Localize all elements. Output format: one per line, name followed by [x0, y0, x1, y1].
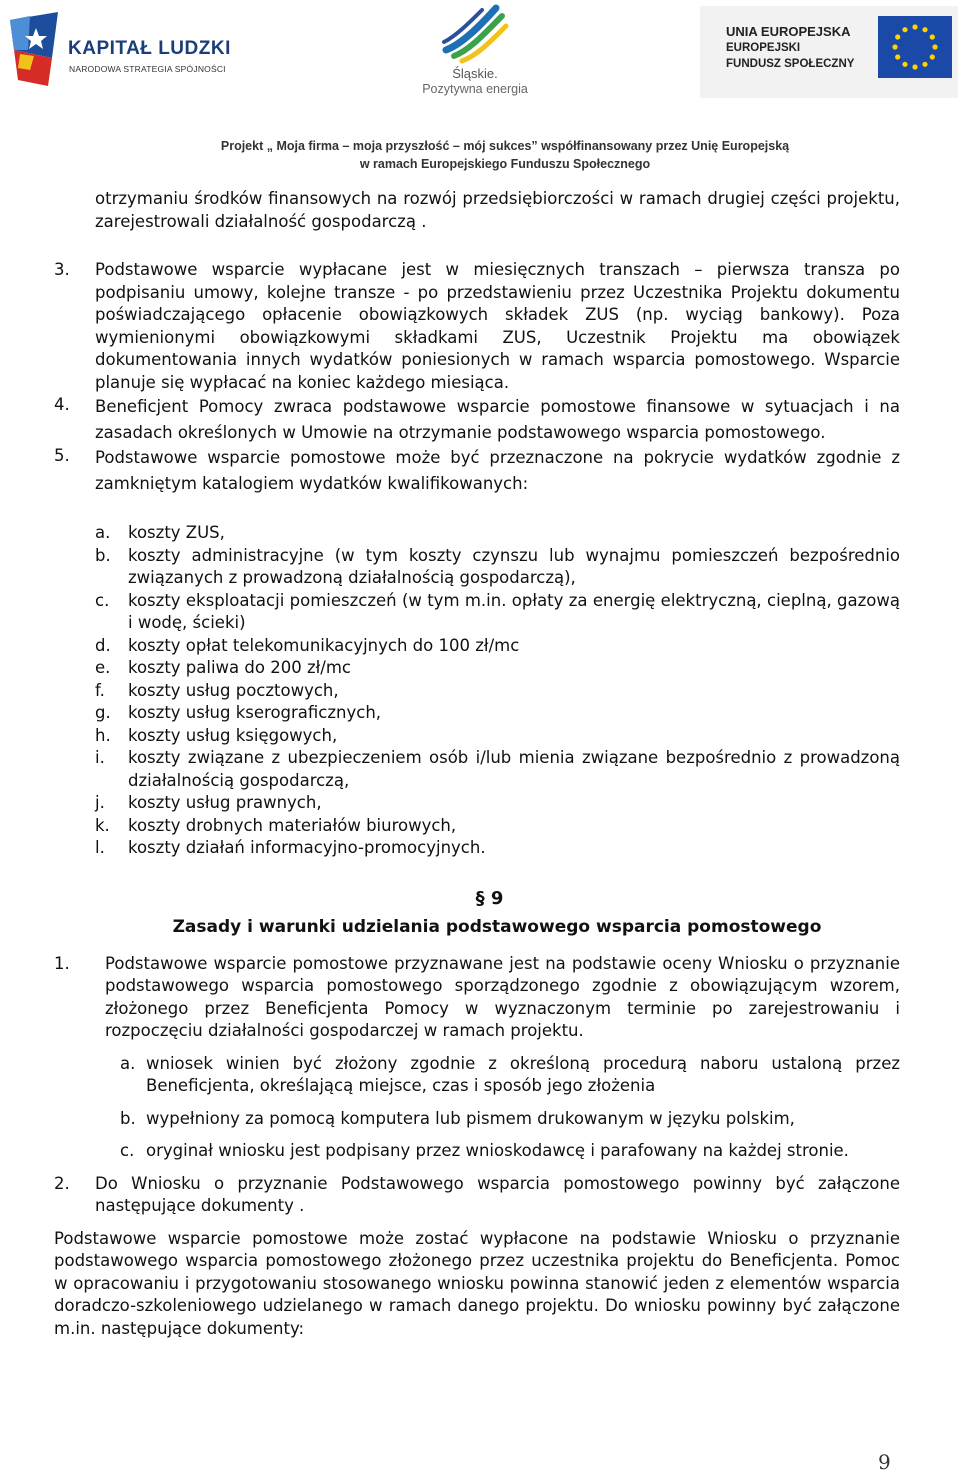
- eu-text: [726, 24, 854, 72]
- expense-text: koszty ZUS,: [128, 523, 225, 542]
- requirement-item: [120, 1108, 900, 1131]
- expense-letter: k.: [95, 815, 110, 835]
- expense-letter: f.: [95, 680, 105, 700]
- expenses-list: [54, 522, 900, 860]
- section-item-2: [54, 1173, 900, 1218]
- expense-item: [95, 590, 900, 635]
- item-number: 2.: [54, 1173, 70, 1193]
- item-text: Podstawowe wsparcie wypłacane jest w miesięcznych transzach – pierwsza transza po podpisaniu umowy, kolejne transze - po przedstawieniu przez Uczestnika Projektu dokumentu poświadczającego opłacenie obowiązkowych składek ZUS (np. wyciąg bankowy). Poza wymienionymi obowiązkowymi składkami ZUS, Uczestnik Projektu ma obowiązek dokumentowania innych wydatków poniesionych w ramach wsparcia pomostowego. Wsparcie planuje się wypłacać na koniec każdego miesiąca.: [95, 260, 900, 392]
- continuation-paragraph: otrzymaniu środków finansowych na rozwój przedsiębiorczości w ramach drugiej części projektu, zarejestrowali działalność gospodarczą .: [95, 189, 900, 231]
- expense-text: koszty usług kserograficznych,: [128, 703, 382, 722]
- expense-letter: b.: [95, 545, 111, 565]
- requirement-item: [120, 1140, 900, 1163]
- application-requirements: [54, 1053, 900, 1163]
- item-text: Podstawowe wsparcie pomostowe może być przeznaczone na pokrycie wydatków zgodnie z zamkniętym katalogiem wydatków kwalifikowanych:: [95, 448, 900, 493]
- kapital-ludzki-subtitle: NARODOWA STRATEGIA SPÓJNOŚCI: [69, 64, 226, 74]
- expense-letter: j.: [95, 793, 105, 812]
- list-item-4: [54, 394, 900, 445]
- expense-item: [95, 815, 900, 838]
- expense-item: [95, 657, 900, 680]
- expense-text: koszty eksploatacji pomieszczeń (w tym m.in. opłaty za energię elektryczną, cieplną, gazową i wodę, ścieki): [128, 590, 900, 632]
- expense-item: [95, 792, 900, 815]
- expense-item: [95, 680, 900, 703]
- list-item-3: [54, 259, 900, 394]
- expense-item: [95, 702, 900, 725]
- slaskie-emblem-icon: [440, 4, 510, 64]
- item-number: 4.: [54, 395, 70, 414]
- eu-line-2: EUROPEJSKI: [726, 42, 801, 54]
- expense-text: koszty związane z ubezpieczeniem osób i/lub mienia związane bezpośrednio z prowadzoną działalnością gospodarczą,: [128, 748, 900, 790]
- requirement-item: [120, 1053, 900, 1098]
- kapital-ludzki-logo: [4, 8, 244, 92]
- eu-logo: [700, 6, 958, 98]
- expense-text: koszty usług prawnych,: [128, 793, 322, 812]
- project-caption: [0, 137, 960, 173]
- project-line-2: w ramach Europejskiego Funduszu Społecznego: [359, 157, 651, 171]
- expense-letter: e.: [95, 658, 111, 677]
- item-text: Do Wniosku o przyznanie Podstawowego wsparcia pomostowego powinny być załączone następujące dokumenty .: [95, 1173, 900, 1215]
- expense-item: [95, 725, 900, 748]
- slaskie-name: Śląskie.: [452, 66, 498, 81]
- section-title: Zasady i warunki udzielania podstawowego wsparcia pomostowego: [172, 917, 822, 937]
- item-number: 3.: [54, 260, 70, 279]
- item-text: Podstawowe wsparcie pomostowe przyznawane jest na podstawie oceny Wniosku o przyznanie podstawowego wsparcia pomostowego sporządzonego zgodnie z obowiązującym wzorem, złożonego przez Beneficjenta Pomocy w wyznaczonym terminie po zarejestrowaniu i rozpoczęciu działalności gospodarczej w ramach projektu.: [105, 953, 900, 1040]
- expense-text: koszty usług księgowych,: [128, 725, 338, 745]
- requirement-letter: c.: [120, 1141, 135, 1160]
- kapital-ludzki-emblem-icon: [8, 10, 62, 88]
- expense-text: koszty administracyjne (w tym koszty czynszu lub wynajmu pomieszczeń bezpośrednio związanych z prowadzoną działalnością gospodarczą),: [128, 545, 900, 587]
- kapital-ludzki-title: KAPITAŁ LUDZKI: [68, 38, 231, 59]
- item-text: Beneficjent Pomocy zwraca podstawowe wsparcie pomostowe finansowe w sytuacjach i na zasadach określonych w Umowie na otrzymanie podstawowego wsparcia pomostowego.: [95, 397, 900, 442]
- expense-letter: c.: [95, 590, 110, 610]
- slaskie-slogan: Pozytywna energia: [422, 82, 528, 96]
- expense-item: [95, 635, 900, 658]
- requirement-letter: a.: [120, 1053, 136, 1073]
- expense-letter: a.: [95, 523, 111, 542]
- expense-letter: l.: [95, 838, 105, 857]
- eu-flag-icon: [878, 16, 952, 78]
- requirement-letter: b.: [120, 1108, 136, 1128]
- project-line-1: Projekt „ Moja firma – moja przyszłość – mój sukces” współfinansowany przez Unię Europejską: [220, 139, 790, 153]
- eu-line-1: UNIA EUROPEJSKA: [726, 24, 851, 39]
- requirement-text: wypełniony za pomocą komputera lub pismem drukowanym w języku polskim,: [146, 1108, 795, 1128]
- expense-item: [95, 747, 900, 792]
- expense-text: koszty paliwa do 200 zł/mc: [128, 658, 352, 677]
- expense-text: koszty drobnych materiałów biurowych,: [128, 815, 457, 835]
- eu-line-3: FUNDUSZ SPOŁECZNY: [726, 58, 855, 70]
- expense-text: koszty usług pocztowych,: [128, 680, 339, 700]
- section-number: § 9: [475, 887, 504, 909]
- expense-letter: g.: [95, 703, 111, 722]
- expense-letter: h.: [95, 725, 111, 745]
- expense-text: koszty działań informacyjno-promocyjnych.: [128, 838, 486, 857]
- requirement-text: wniosek winien być złożony zgodnie z określoną procedurą naboru ustaloną przez Beneficjenta, określającą miejsce, czas i sposób jego złożenia: [146, 1053, 900, 1095]
- section-item-1: [54, 953, 900, 1043]
- list-item-5: [54, 445, 900, 496]
- item-number: 5.: [54, 446, 70, 465]
- expense-letter: i.: [95, 748, 105, 767]
- requirement-text: oryginał wniosku jest podpisany przez wnioskodawcę i parafowany na każdej stronie.: [146, 1141, 849, 1160]
- document-body: [54, 188, 900, 1340]
- page-header: [0, 0, 960, 178]
- expense-item: [95, 545, 900, 590]
- expense-letter: d.: [95, 635, 111, 655]
- page-number: 9: [878, 1450, 891, 1474]
- item-number: 1.: [54, 953, 70, 973]
- expense-text: koszty opłat telekomunikacyjnych do 100 zł/mc: [128, 635, 520, 655]
- expense-item: [95, 837, 900, 860]
- expense-item: [95, 522, 900, 545]
- slaskie-logo: [400, 4, 550, 100]
- closing-paragraph: Podstawowe wsparcie pomostowe może zostać wypłacone na podstawie Wniosku o przyznanie podstawowego wsparcia pomostowego złożonego przez uczestnika projektu do Beneficjenta. Pomoc w opracowaniu i przygotowaniu stosowanego wniosku powinna stanowić jeden z elementów wsparcia doradczo-szkoleniowego udzielanego w ramach danego projektu. Do wniosku powinny być załączone m.in. następujące dokumenty:: [54, 1228, 900, 1338]
